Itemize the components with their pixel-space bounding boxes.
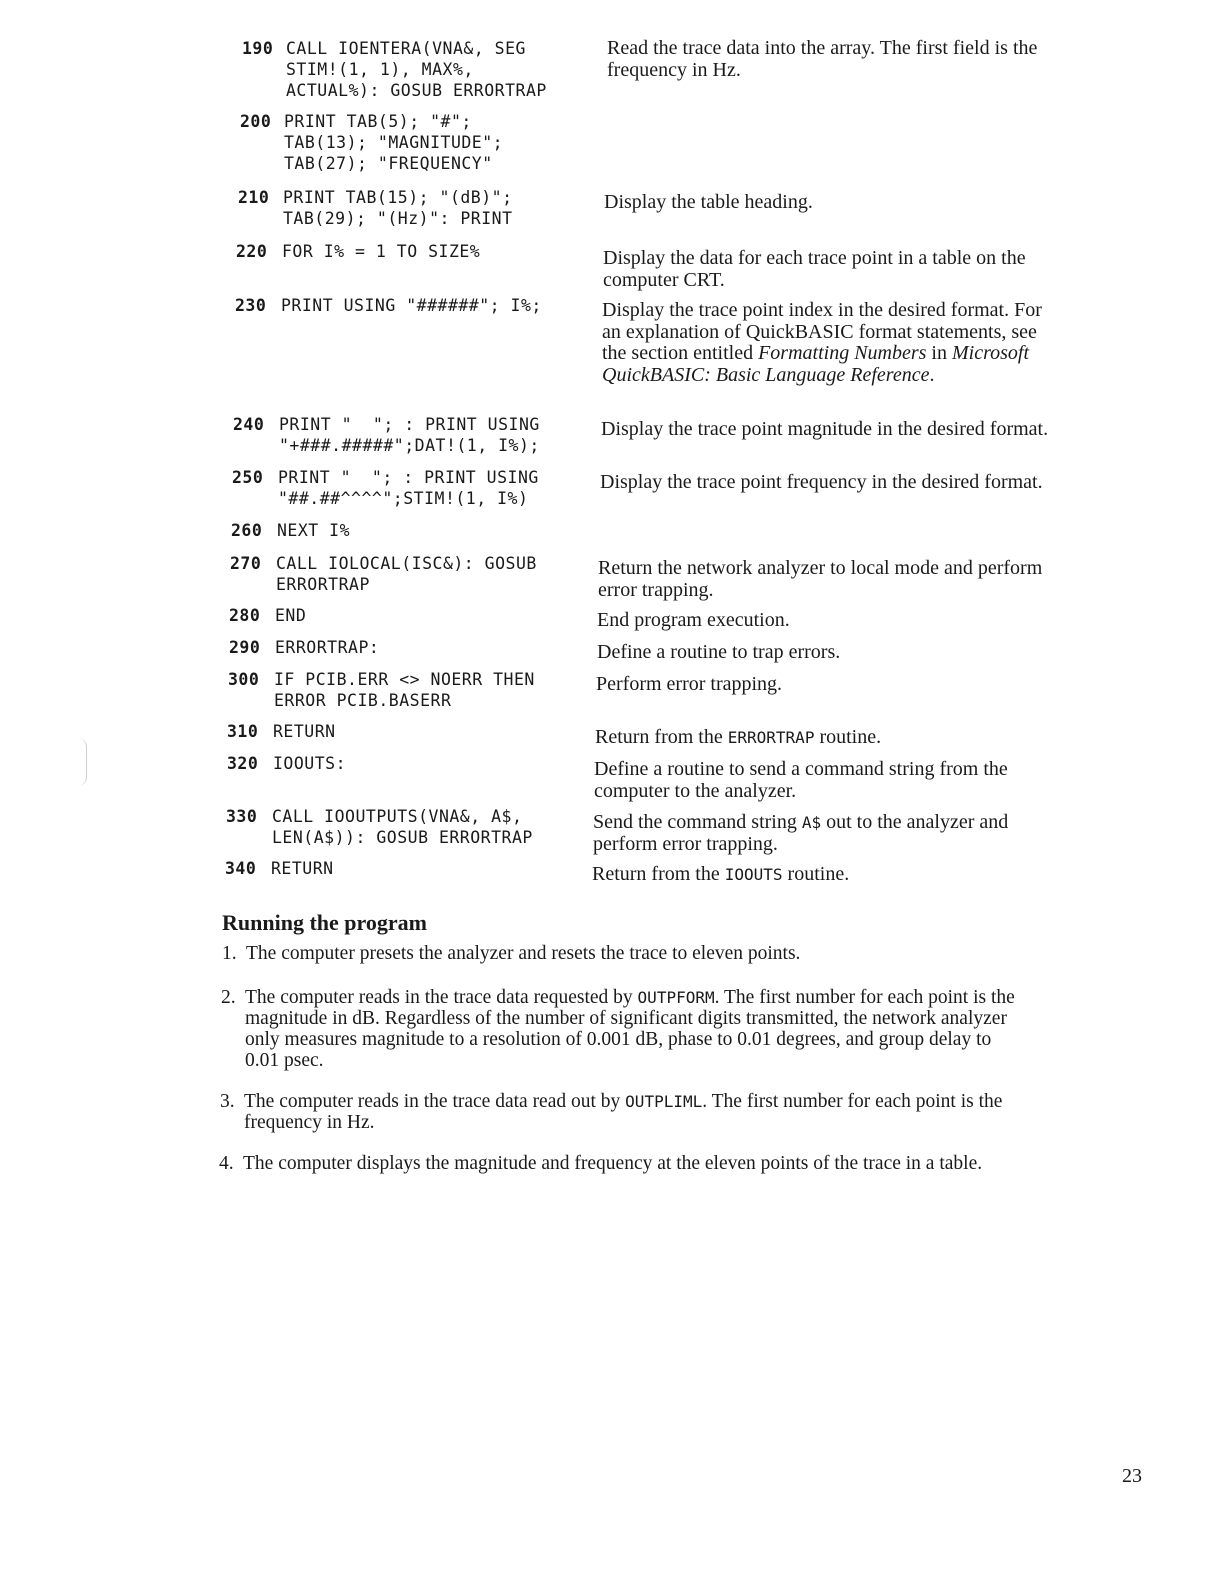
step-4 xyxy=(219,1153,1003,1174)
line-description: Return the network analyzer to local mode and perform error trapping. xyxy=(598,557,1043,601)
step-marker: 3. xyxy=(220,1091,235,1112)
line-number: 260 xyxy=(231,521,263,540)
desc-text: out to the analyzer and perform error trapping. xyxy=(593,811,1009,855)
code-text: END xyxy=(275,606,307,625)
code-text: RETURN xyxy=(271,859,334,878)
step-code: OUTPLIML xyxy=(625,1092,703,1111)
line-description: Display the table heading. xyxy=(604,191,813,213)
step-1 xyxy=(222,943,1036,964)
line-description: Read the trace data into the array. The first field is the frequency in Hz. xyxy=(607,37,1038,81)
code-text: PRINT TAB(15); "(dB)"; TAB(29); "(Hz)": PRINT xyxy=(283,188,513,228)
step-text: The computer reads in the trace data requested by xyxy=(245,987,638,1008)
desc-text: routine. xyxy=(814,726,882,748)
line-description: Perform error trapping. xyxy=(596,673,783,695)
line-number: 330 xyxy=(226,807,258,826)
line-number: 300 xyxy=(228,670,260,689)
line-description: Display the trace point magnitude in the desired format. xyxy=(601,418,1049,440)
line-description: Define a routine to send a command string from the computer to the analyzer. xyxy=(594,758,1008,802)
desc-italic: Microsoft QuickBASIC: Basic Language Reference xyxy=(602,342,1030,386)
line-number: 320 xyxy=(227,754,259,773)
code-text: PRINT USING "######"; I%; xyxy=(281,296,542,315)
step-2 xyxy=(221,987,1015,1071)
line-number: 280 xyxy=(229,606,261,625)
code-text: CALL IOOUTPUTS(VNA&, A$, LEN(A$)): GOSUB ERRORTRAP xyxy=(272,807,533,847)
code-text: ERRORTRAP: xyxy=(275,638,380,657)
page-number: 23 xyxy=(1122,1465,1142,1487)
desc-text: Display the trace point index in the desired format. For an explanation of QuickBASIC format statements, see the section entitled xyxy=(602,299,1042,364)
desc-text: Return from the xyxy=(592,863,725,885)
step-text: The computer reads in the trace data read out by xyxy=(244,1091,626,1112)
desc-text: routine. xyxy=(782,863,850,885)
desc-code: ERRORTRAP xyxy=(727,728,815,747)
line-description xyxy=(602,300,1047,386)
line-number: 270 xyxy=(230,554,262,573)
code-text: PRINT " "; : PRINT USING "##.##^^^^";STIM!(1, I%) xyxy=(278,468,539,508)
line-description: Define a routine to trap errors. xyxy=(597,641,841,663)
section-title: Running the program xyxy=(222,910,427,935)
desc-text: . xyxy=(929,363,935,386)
line-description: End program execution. xyxy=(597,609,790,631)
line-number: 220 xyxy=(236,242,268,261)
code-text: NEXT I% xyxy=(277,521,351,540)
line-number: 240 xyxy=(233,415,265,434)
step-marker: 4. xyxy=(219,1153,234,1174)
code-text: CALL IOLOCAL(ISC&): GOSUB ERRORTRAP xyxy=(276,554,537,594)
step-marker: 2. xyxy=(221,987,236,1008)
line-description: Display the data for each trace point in a table on the computer CRT. xyxy=(603,247,1026,291)
line-description xyxy=(593,812,1053,855)
step-text: . The first number for each point is the magnitude in dB. Regardless of the number of significant digits transmitted, the network analyzer only measures magnitude to a resolution of 0.001 dB, phase to 0.01 degrees, and group delay to 0.01 psec. xyxy=(245,987,1015,1071)
line-number: 310 xyxy=(227,722,259,741)
step-3 xyxy=(220,1091,1034,1133)
code-text: PRINT TAB(5); "#"; TAB(13); "MAGNITUDE"; TAB(27); "FREQUENCY" xyxy=(284,112,504,173)
line-number: 290 xyxy=(229,638,261,657)
line-number: 200 xyxy=(240,112,272,131)
desc-italic: Formatting Numbers xyxy=(758,342,927,364)
code-text: IOOUTS: xyxy=(273,754,347,773)
step-text: The computer displays the magnitude and frequency at the eleven points of the trace in a table. xyxy=(243,1153,983,1174)
line-description: Display the trace point frequency in the desired format. xyxy=(600,471,1043,493)
line-number: 250 xyxy=(232,468,264,487)
code-text: PRINT " "; : PRINT USING "+###.#####";DAT!(1, I%); xyxy=(279,415,540,455)
step-marker: 1. xyxy=(222,943,237,964)
line-description xyxy=(592,864,1052,886)
scan-mark xyxy=(78,738,87,786)
line-number: 190 xyxy=(242,39,274,58)
desc-code: A$ xyxy=(801,813,822,832)
code-text: CALL IOENTERA(VNA&, SEG STIM!(1, 1), MAX%, ACTUAL%): GOSUB ERRORTRAP xyxy=(286,39,547,100)
line-number: 230 xyxy=(235,296,267,315)
code-text: RETURN xyxy=(273,722,336,741)
step-text: . The first number for each point is the frequency in Hz. xyxy=(244,1091,1003,1133)
line-number: 340 xyxy=(225,859,257,878)
desc-text: in xyxy=(926,342,952,364)
desc-text: Send the command string xyxy=(593,811,802,833)
line-description xyxy=(595,727,1055,749)
line-number: 210 xyxy=(238,188,270,207)
step-text: The computer presets the analyzer and resets the trace to eleven points. xyxy=(246,943,801,964)
code-text: IF PCIB.ERR <> NOERR THEN ERROR PCIB.BASERR xyxy=(274,670,535,710)
desc-code: IOOUTS xyxy=(724,865,783,884)
code-text: FOR I% = 1 TO SIZE% xyxy=(282,242,481,261)
desc-text: Return from the xyxy=(595,726,728,748)
step-code: OUTPFORM xyxy=(637,988,715,1007)
